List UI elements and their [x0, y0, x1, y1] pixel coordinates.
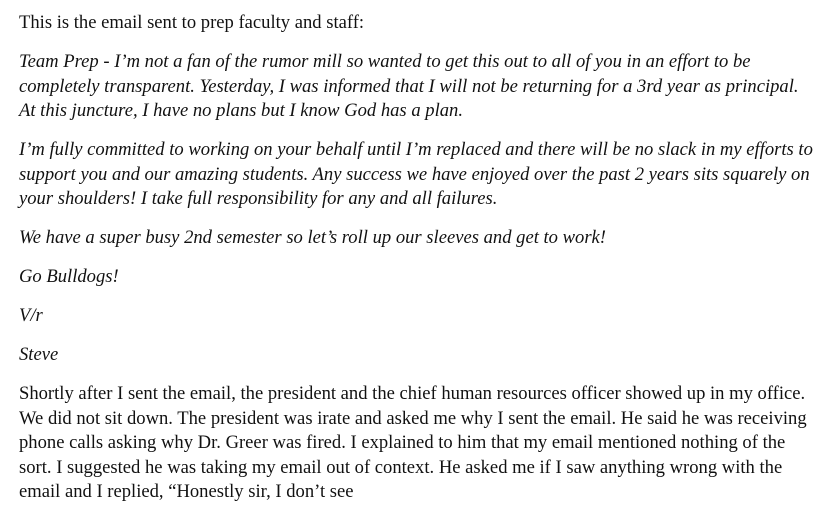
email-closing: Go Bulldogs!: [19, 266, 119, 287]
email-signature: Steve: [19, 344, 59, 365]
narrative-paragraph: Shortly after I sent the email, the president and the chief human resources officer showed up in my office. We did not sit down. The president was irate and asked me why I sent the email. He said he was receiving phone calls asking why Dr. Greer was fired. I explained to him that my email mentioned nothing of the sort. I suggested he was taking my email out of context. He asked me if I saw anything wrong with the email and I replied, “Honestly sir, I don’t see: [19, 383, 807, 502]
email-paragraph-3: We have a super busy 2nd semester so let’s roll up our sleeves and get to work!: [19, 227, 606, 248]
email-paragraph-1: Team Prep - I’m not a fan of the rumor mill so wanted to get this out to all of you in an effort to be completely transparent. Yesterday, I was informed that I will not be returning for a 3rd year as principal. At this juncture, I have no plans but I know God has a plan.: [19, 51, 799, 121]
email-paragraph-2: I’m fully committed to working on your behalf until I’m replaced and there will be no slack in my efforts to support you and our amazing students. Any success we have enjoyed over the past 2 years sits squarely on your shoulders! I take full responsibility for any and all failures.: [19, 139, 813, 209]
email-signoff: V/r: [19, 305, 43, 326]
intro-text: This is the email sent to prep faculty and staff:: [19, 12, 365, 33]
document-body: [19, 11, 819, 505]
